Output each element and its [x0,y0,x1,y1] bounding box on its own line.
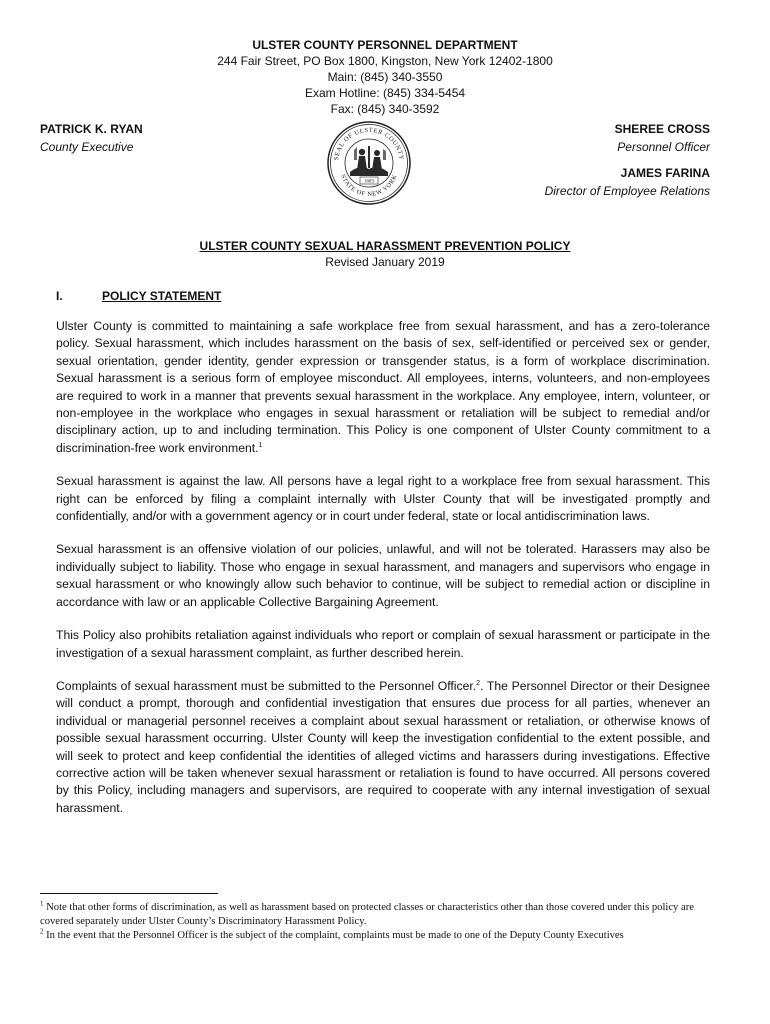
seal-bottom-text: STATE OF NEW YORK [339,173,399,199]
department-name: ULSTER COUNTY PERSONNEL DEPARTMENT [252,38,518,52]
footnote-2: $^2$ In the event that the Personnel Officer is the subject of the complaint, complaints must be made to one of the Deputy County Executives [40,927,624,941]
seal-top-text: SEAL OF ULSTER COUNTY [333,126,405,161]
paragraph-complaints: Complaints of sexual harassment must be submitted to the Personnel Officer.$^2$. The Personnel Director or their Designee will conduct a prompt, thorough and confidential investigation that ensures due process for all parties, whenever an individual or managerial personnel receives a complaint about sexual harassment or retaliation, or otherwise knows of possible sexual harassment occurring. Ulster County will keep the investigation confidential to the extent possible, and will seek to protect and keep confidential the identities of alleged victims and harassers during investigations. Effective corrective action will be taken whenever sexual harassment or retaliation is found to have occurred. All persons covered by this Policy, including managers and supervisors, are required to cooperate with any internal investigation of sexual harassment. [56,678,710,815]
seal-year: 1683 [364,179,374,185]
county-executive-name: PATRICK K. RYAN [40,122,143,136]
ulster-county-seal-icon [326,120,412,206]
paragraph-retaliation: This Policy also prohibits retaliation against individuals who report or complain of sexual harassment or participate in the investigation of a sexual harassment complaint, as further described herein. [56,628,710,660]
policy-body [56,318,710,833]
department-address: 244 Fair Street, PO Box 1800, Kingston, New York 12402-1800 [217,54,553,68]
section-number: I. [56,289,63,303]
policy-title-block [0,238,770,270]
paragraph-legal-right: Sexual harassment is against the law. All persons have a legal right to a workplace free from sexual harassment. This right can be enforced by filing a complaint internally with Ulster County that will be investigated promptly and confidentially, and/or with a government agency or in court under federal, state or local antidiscrimination laws. [56,474,710,524]
footnotes [40,901,720,943]
footnote-ref-2: 2 [476,679,481,687]
paragraph-violation: Sexual harassment is an offensive violation of our policies, unlawful, and will not be tolerated. Harassers may also be individually subject to liability. Those who engage in sexual harassment, and managers and supervisors who engage in sexual harassment or who knowingly allow such behavior to continue, will be subject to remedial action or discipline in accordance with law or an applicable Collective Bargaining Agreement. [56,542,710,609]
paragraph-commitment: Ulster County is committed to maintaining a safe workplace free from sexual harassment, and has a zero-tolerance policy. Sexual harassment, which includes harassment on the basis of sex, self-identified or perceived sex or gender, sexual orientation, gender identity, gender expression or transgender status, is a form of workplace discrimination. Sexual harassment is a serious form of employee misconduct. All employees, interns, volunteers, and non-employees are required to work in a manner that prevents sexual harassment in the workplace. Any employee, intern, volunteer, or non-employee in the workplace who engages in sexual harassment or retaliation will be subject to remedial and/or disciplinary action, up to and including termination. This Policy is one component of Ulster County commitment to a discrimination-free work environment.$^1$ [56,319,710,455]
seal-emblem [350,146,388,176]
personnel-officer-title: Personnel Officer [617,140,710,154]
county-executive-title: County Executive [40,140,134,154]
footnote-1: $^1$ Note that other forms of discrimination, as well as harassment based on protected classes or characteristics other than those covered under this policy are covered separately under Ulster County’s Discriminatory Harassment Policy. [40,899,694,927]
personnel-officer-name: SHEREE CROSS [614,122,710,136]
footnote-divider [40,893,218,894]
fax-number: Fax: (845) 340-3592 [330,102,440,116]
employee-relations-director-title: Director of Employee Relations [544,184,710,198]
policy-revision-date: Revised January 2019 [325,255,445,269]
exam-hotline: Exam Hotline: (845) 334-5454 [304,86,466,100]
policy-title: ULSTER COUNTY SEXUAL HARASSMENT PREVENTION POLICY [199,239,571,253]
county-executive-block [40,120,143,156]
main-phone: Main: (845) 340-3550 [327,70,443,84]
employee-relations-director-name: JAMES FARINA [620,166,710,180]
section-title: POLICY STATEMENT [102,289,222,303]
letterhead [0,37,770,117]
section-heading [56,289,221,303]
footnote-ref-1: 1 [258,441,263,449]
personnel-officials-block [545,120,710,200]
